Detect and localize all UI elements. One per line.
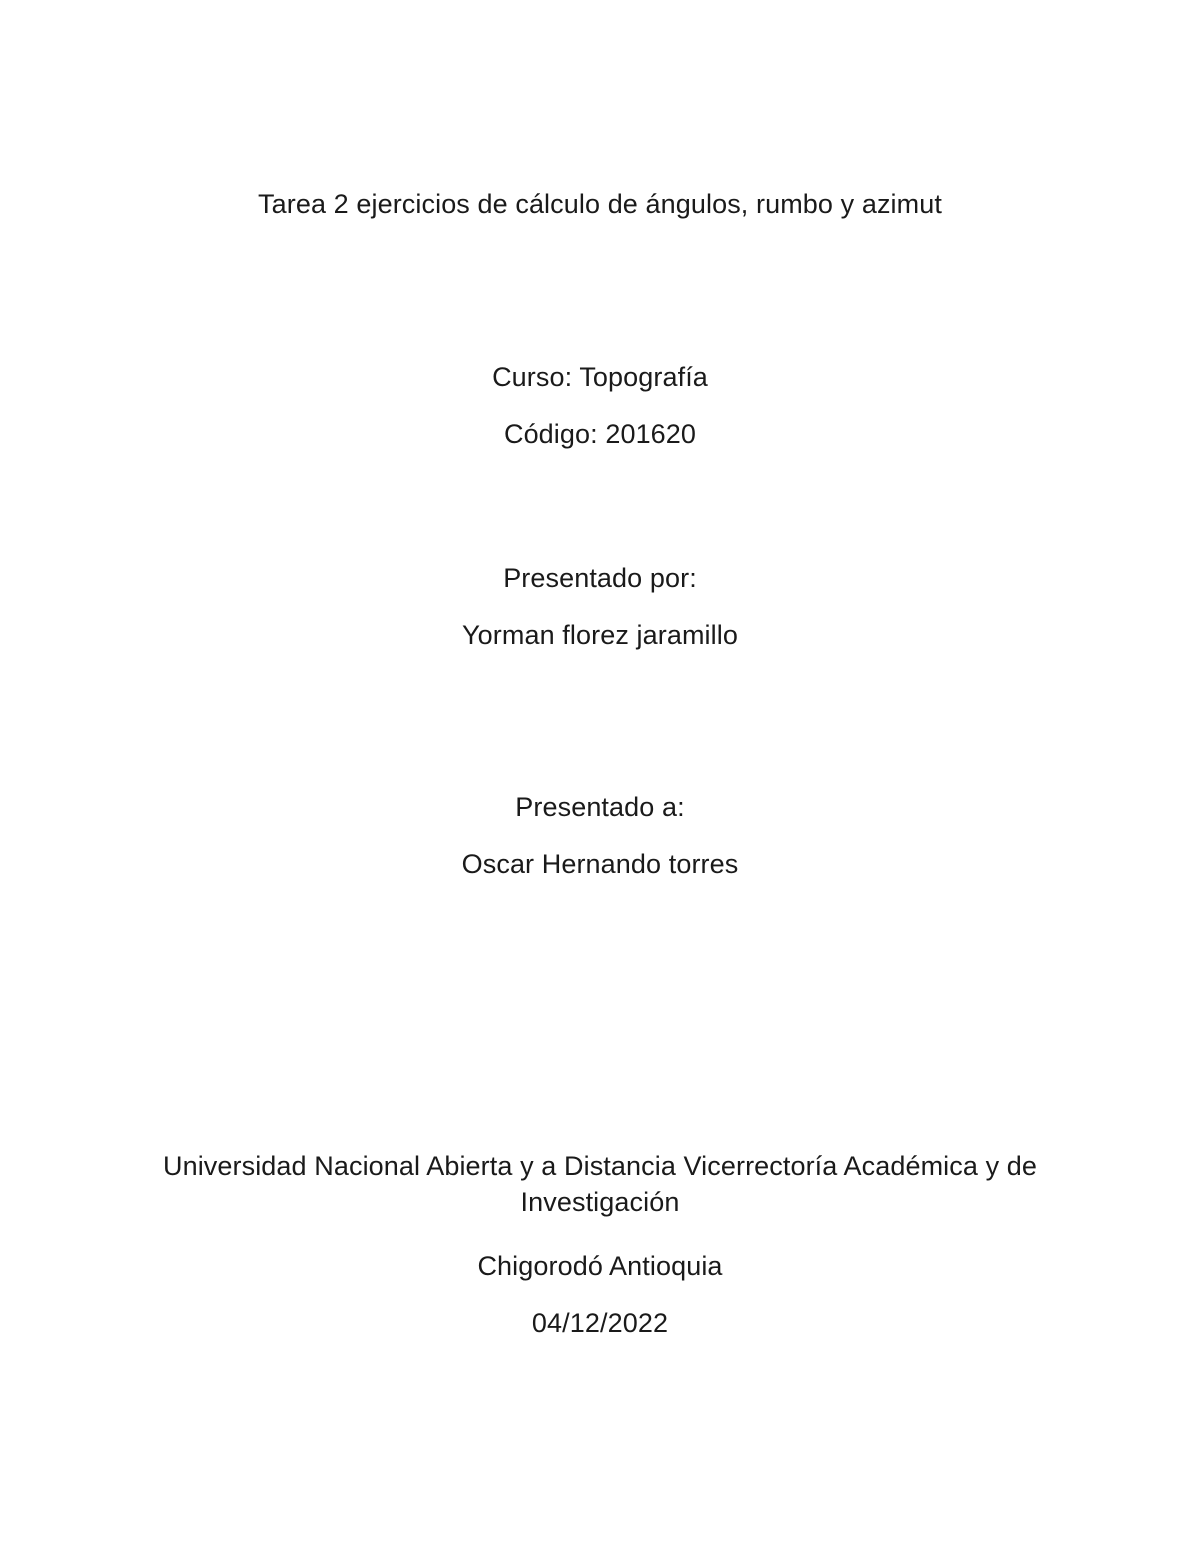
presented-by-name: Yorman florez jaramillo bbox=[462, 620, 738, 650]
presented-to-label: Presentado a: bbox=[515, 792, 685, 822]
date-line: 04/12/2022 bbox=[531, 1308, 669, 1338]
presented-to-name: Oscar Hernando torres bbox=[461, 849, 739, 879]
document-title: Tarea 2 ejercicios de cálculo de ángulos, rumbo y azimut bbox=[258, 189, 942, 219]
code-line: Código: 201620 bbox=[503, 419, 697, 449]
course-line: Curso: Topografía bbox=[492, 362, 708, 392]
institution-name: Universidad Nacional Abierta y a Distancia Vicerrectoría Académica y de Investigación bbox=[162, 1151, 1038, 1217]
presented-by-label: Presentado por: bbox=[503, 563, 697, 593]
location-line: Chigorodó Antioquia bbox=[477, 1251, 723, 1281]
